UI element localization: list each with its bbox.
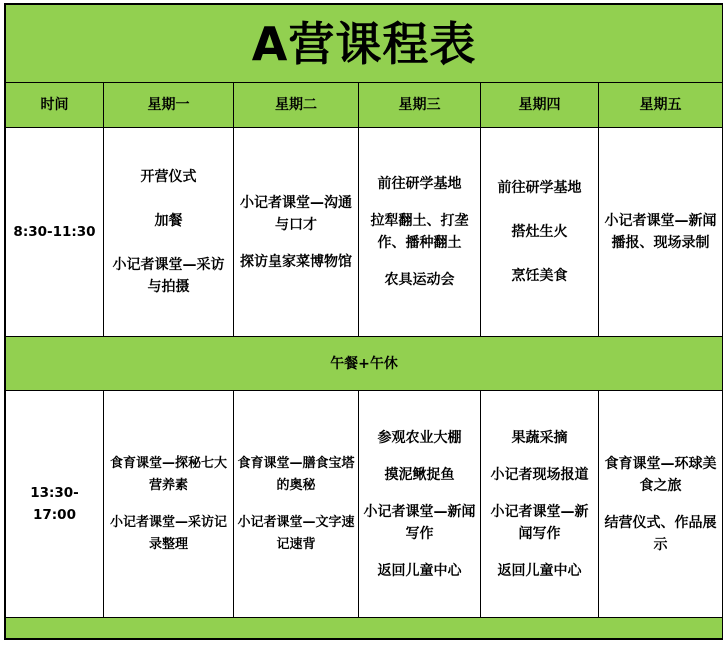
page-title: A营课程表	[6, 5, 723, 83]
lunch-break: 午餐+午休	[6, 337, 723, 391]
footer-bar	[6, 618, 723, 639]
header-wednesday: 星期三	[359, 83, 481, 128]
morning-thursday-cell	[481, 128, 599, 337]
schedule-item: 小记者现场报道	[490, 466, 589, 483]
morning-tuesday-cell	[234, 128, 359, 337]
schedule-item: 搭灶生火	[511, 224, 568, 240]
afternoon-tuesday-cell	[234, 391, 359, 618]
schedule-item: 食育课堂—环球美食之旅	[604, 455, 717, 494]
schedule-item: 返回儿童中心	[497, 562, 582, 579]
schedule-item: 开营仪式	[140, 169, 197, 185]
header-time: 时间	[6, 83, 104, 128]
afternoon-thursday-cell	[481, 391, 599, 618]
header-thursday: 星期四	[481, 83, 599, 128]
schedule-item: 探访皇家菜博物馆	[240, 253, 352, 270]
morning-friday-cell	[599, 128, 723, 337]
schedule-item: 小记者课堂—新闻播报、现场录制	[604, 213, 717, 251]
header-monday: 星期一	[104, 83, 234, 128]
schedule-item: 摸泥鳅捉鱼	[384, 466, 455, 483]
header-tuesday: 星期二	[234, 83, 359, 128]
morning-monday-cell	[104, 128, 234, 337]
schedule-item: 果蔬采摘	[511, 429, 568, 446]
header-friday: 星期五	[599, 83, 723, 128]
schedule-item: 小记者课堂—新闻写作	[490, 503, 589, 542]
schedule-item: 加餐	[154, 213, 183, 229]
afternoon-monday-cell	[104, 391, 234, 618]
afternoon-friday-cell	[599, 391, 723, 618]
schedule-item: 烹饪美食	[511, 268, 568, 284]
morning-time: 8:30-11:30	[6, 128, 104, 337]
schedule-item: 农具运动会	[384, 272, 455, 288]
schedule-item: 小记者课堂—沟通与口才	[240, 194, 352, 233]
schedule-item: 结营仪式、作品展示	[604, 514, 717, 553]
schedule-item: 前往研学基地	[377, 176, 462, 192]
schedule-item: 拉犁翻土、打垄作、播种翻土	[370, 213, 469, 251]
schedule-item: 返回儿童中心	[377, 562, 462, 579]
afternoon-time: 13:30-17:00	[6, 391, 104, 618]
schedule-item: 小记者课堂—新闻写作	[363, 503, 476, 542]
morning-wednesday-cell	[359, 128, 481, 337]
schedule-item: 小记者课堂—采访记录整理	[109, 514, 227, 552]
schedule-item: 前往研学基地	[497, 180, 582, 196]
schedule-item: 小记者课堂—采访与拍摄	[112, 257, 225, 295]
afternoon-wednesday-cell	[359, 391, 481, 618]
schedule-table	[5, 4, 723, 639]
schedule-item: 小记者课堂—文字速记速背	[237, 514, 355, 552]
schedule-item: 食育课堂—探秘七大营养素	[109, 455, 227, 493]
schedule-item: 食育课堂—膳食宝塔的奥秘	[237, 455, 355, 493]
schedule-item: 参观农业大棚	[377, 429, 462, 446]
